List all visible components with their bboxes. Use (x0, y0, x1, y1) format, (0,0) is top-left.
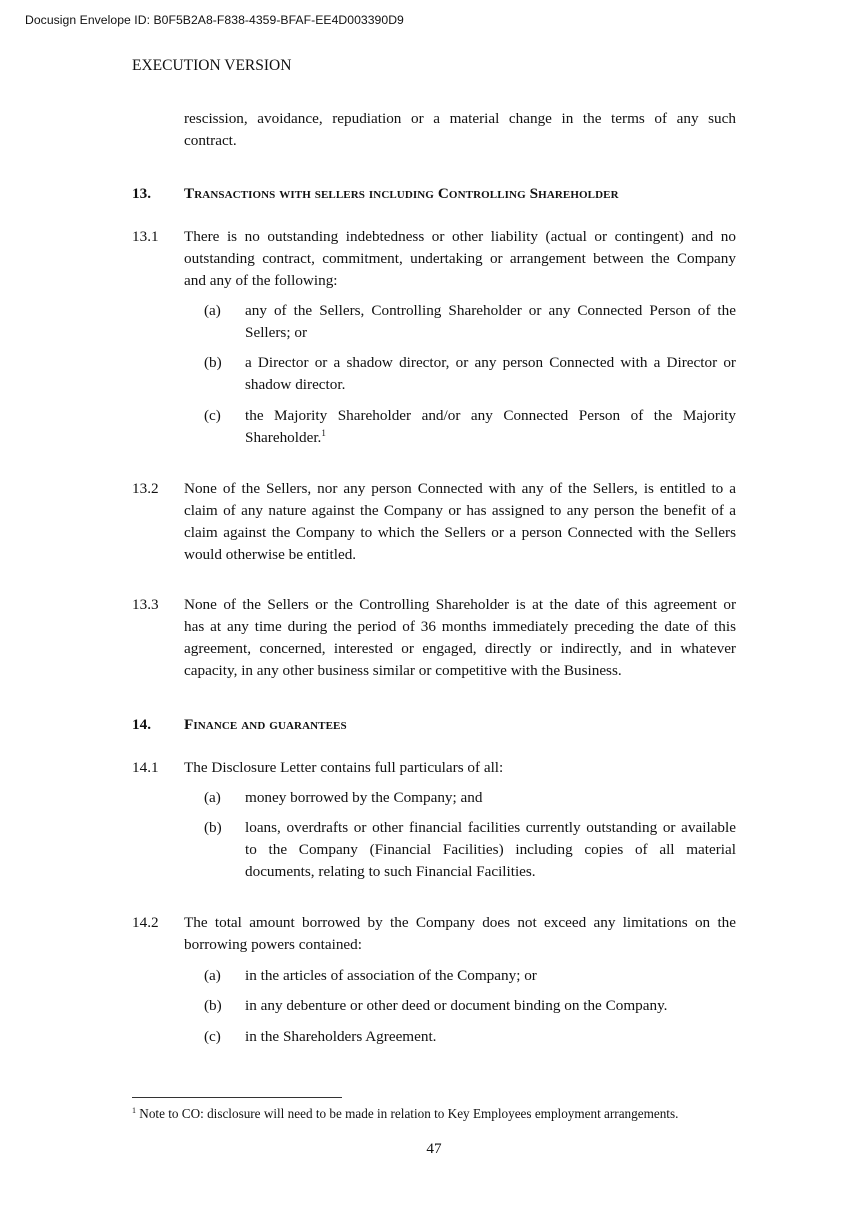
clause-number: 14.2 (132, 914, 159, 931)
text-line: There is no outstanding indebtedness or other liability (actual or contingent) and no (184, 228, 736, 245)
text-line: rescission, avoidance, repudiation or a material change in the terms of any such (184, 110, 736, 127)
docusign-envelope-id: Docusign Envelope ID: B0F5B2A8-F838-4359-BFAF-EE4D003390D9 (25, 13, 404, 27)
text-line: documents, relating to such Financial Facilities. (245, 863, 536, 880)
item-text (245, 787, 736, 809)
clause-text (184, 757, 736, 779)
text-line: None of the Sellers or the Controlling Shareholder is at the date of this agreement or (184, 596, 736, 613)
execution-version-label: EXECUTION VERSION (132, 57, 292, 74)
clause-number: 13.2 (132, 480, 159, 497)
item-text (245, 405, 736, 449)
clause-text (184, 912, 736, 956)
item-label: (c) (204, 1028, 221, 1045)
text-line: would otherwise be entitled. (184, 546, 357, 563)
item-text (245, 1026, 736, 1048)
text-line: money borrowed by the Company; and (245, 789, 483, 806)
section-heading: Transactions with sellers including Controlling Shareholder (184, 185, 619, 202)
clause-number: 13.1 (132, 228, 159, 245)
clause-text (184, 478, 736, 566)
text-line: The total amount borrowed by the Company does not exceed any limitations on the (184, 914, 736, 931)
text-line: agreement, concerned, interested or engaged, directly or indirectly, and in whatever (184, 640, 736, 657)
item-text (245, 817, 736, 883)
text-line: outstanding contract, commitment, undertaking or arrangement between the Company (184, 250, 736, 267)
text-line: borrowing powers contained: (184, 936, 362, 953)
clause-number: 14.1 (132, 759, 159, 776)
clause-text (184, 594, 736, 682)
item-text (245, 965, 736, 987)
text-line: has at any time during the period of 36 months immediately preceding the date of this (184, 618, 736, 635)
continuation-paragraph (184, 108, 736, 152)
item-label: (c) (204, 407, 221, 424)
text-line: the Majority Shareholder and/or any Connected Person of the Majority (245, 407, 736, 424)
item-text (245, 300, 736, 344)
footnote-text: Note to CO: disclosure will need to be made in relation to Key Employees employment arrangements. (139, 1106, 679, 1121)
text-line: Shareholder. (245, 429, 322, 446)
section-heading: Finance and guarantees (184, 716, 347, 733)
text-line: a Director or a shadow director, or any person Connected with a Director or (245, 354, 736, 371)
text-line: None of the Sellers, nor any person Connected with any of the Sellers, is entitled to a (184, 480, 736, 497)
item-label: (a) (204, 967, 221, 984)
text-line: claim against the Company to which the Sellers or a person Connected with the Sellers (184, 524, 736, 541)
footnote-reference[interactable]: 1 (321, 428, 326, 438)
text-line: to the Company (Financial Facilities) including copies of all material (245, 841, 736, 858)
item-text (245, 995, 736, 1017)
section-number: 14. (132, 716, 151, 733)
item-label: (a) (204, 789, 221, 806)
clause-number: 13.3 (132, 596, 159, 613)
text-line: any of the Sellers, Controlling Shareholder or any Connected Person of the (245, 302, 736, 319)
text-line: claim of any nature against the Company or has assigned to any person the benefit of a (184, 502, 736, 519)
text-line: and any of the following: (184, 272, 338, 289)
text-line: capacity, in any other business similar or competitive with the Business. (184, 662, 622, 679)
text-line: shadow director. (245, 376, 346, 393)
text-line: contract. (184, 132, 237, 149)
text-line: in the articles of association of the Company; or (245, 967, 537, 984)
section-number: 13. (132, 185, 151, 202)
item-text (245, 352, 736, 396)
text-line: The Disclosure Letter contains full particulars of all: (184, 759, 504, 776)
item-label: (b) (204, 819, 222, 836)
footnote-separator (132, 1097, 342, 1098)
clause-text (184, 226, 736, 292)
text-line: in any debenture or other deed or document binding on the Company. (245, 997, 668, 1014)
text-line: in the Shareholders Agreement. (245, 1028, 437, 1045)
item-label: (a) (204, 302, 221, 319)
item-label: (b) (204, 354, 222, 371)
text-line: Sellers; or (245, 324, 308, 341)
footnote (132, 1106, 678, 1122)
item-label: (b) (204, 997, 222, 1014)
page-number: 47 (426, 1140, 442, 1157)
footnote-marker: 1 (132, 1106, 136, 1115)
text-line: loans, overdrafts or other financial facilities currently outstanding or available (245, 819, 736, 836)
